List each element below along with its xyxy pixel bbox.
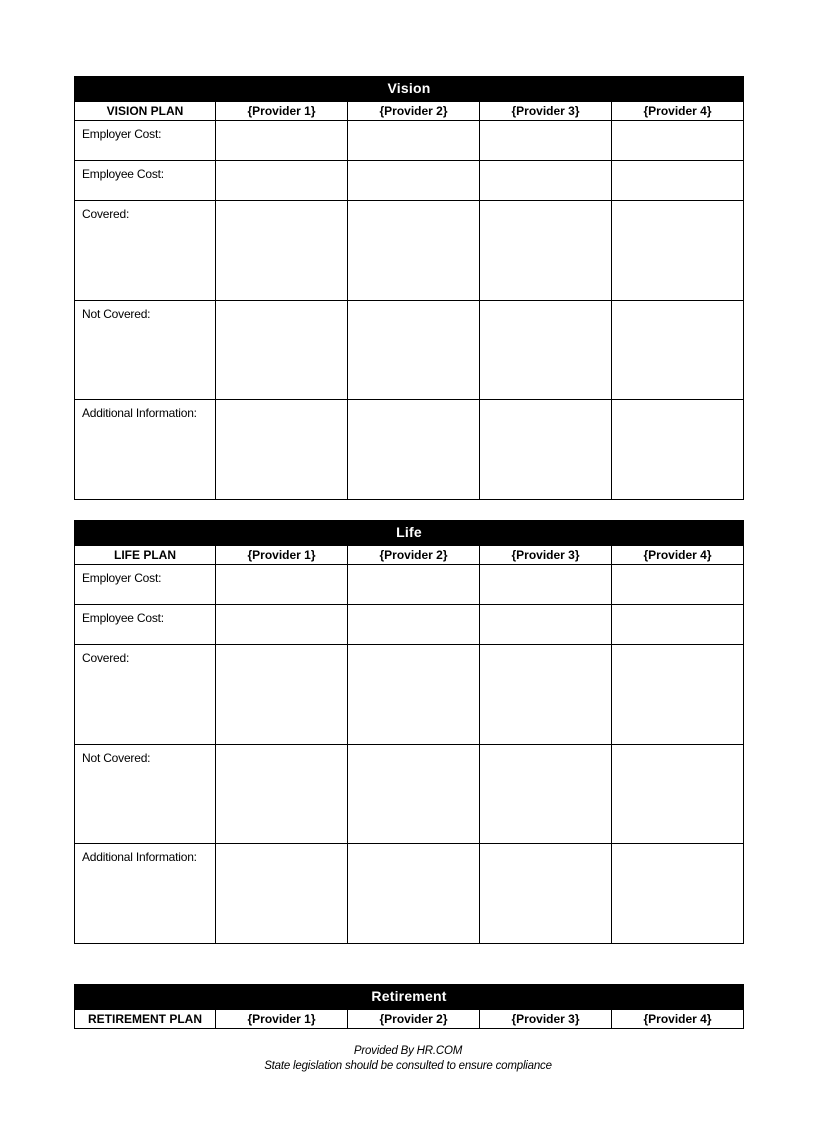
provider-header: {Provider 1} [216, 1010, 348, 1029]
plan-label: RETIREMENT PLAN [75, 1010, 216, 1029]
vision-table [74, 101, 744, 500]
row-label: Covered: [75, 645, 216, 745]
entry-cell[interactable] [348, 301, 480, 400]
entry-cell[interactable] [480, 201, 612, 301]
entry-cell[interactable] [480, 605, 612, 645]
section-title: Life [74, 520, 744, 545]
row-label: Employer Cost: [75, 565, 216, 605]
provider-header: {Provider 1} [216, 546, 348, 565]
entry-cell[interactable] [348, 745, 480, 844]
table-row [75, 161, 744, 201]
vision-section [74, 76, 744, 500]
entry-cell[interactable] [480, 645, 612, 745]
table-row [75, 645, 744, 745]
entry-cell[interactable] [216, 201, 348, 301]
retirement-table [74, 1009, 744, 1029]
provider-header: {Provider 2} [348, 1010, 480, 1029]
entry-cell[interactable] [216, 844, 348, 944]
row-label: Additional Information: [75, 844, 216, 944]
retirement-section [74, 984, 744, 1029]
table-row [75, 301, 744, 400]
table-row [75, 400, 744, 500]
life-section [74, 520, 744, 944]
entry-cell[interactable] [348, 565, 480, 605]
entry-cell[interactable] [216, 605, 348, 645]
entry-cell[interactable] [612, 301, 744, 400]
row-label: Employee Cost: [75, 161, 216, 201]
entry-cell[interactable] [348, 605, 480, 645]
page-footer [0, 1044, 816, 1074]
provider-header: {Provider 2} [348, 102, 480, 121]
table-row [75, 605, 744, 645]
table-row [75, 844, 744, 944]
entry-cell[interactable] [612, 745, 744, 844]
row-label: Not Covered: [75, 301, 216, 400]
row-label: Employee Cost: [75, 605, 216, 645]
row-label: Additional Information: [75, 400, 216, 500]
header-row [75, 546, 744, 565]
plan-label: VISION PLAN [75, 102, 216, 121]
row-label: Employer Cost: [75, 121, 216, 161]
provider-header: {Provider 4} [612, 102, 744, 121]
provider-header: {Provider 1} [216, 102, 348, 121]
provider-header: {Provider 4} [612, 1010, 744, 1029]
table-row [75, 745, 744, 844]
table-row [75, 565, 744, 605]
entry-cell[interactable] [348, 201, 480, 301]
entry-cell[interactable] [480, 301, 612, 400]
entry-cell[interactable] [612, 605, 744, 645]
provider-header: {Provider 4} [612, 546, 744, 565]
entry-cell[interactable] [216, 301, 348, 400]
provider-header: {Provider 3} [480, 1010, 612, 1029]
entry-cell[interactable] [216, 161, 348, 201]
entry-cell[interactable] [612, 400, 744, 500]
provider-header: {Provider 3} [480, 546, 612, 565]
entry-cell[interactable] [216, 745, 348, 844]
entry-cell[interactable] [612, 565, 744, 605]
section-title: Retirement [74, 984, 744, 1009]
entry-cell[interactable] [348, 121, 480, 161]
entry-cell[interactable] [612, 844, 744, 944]
entry-cell[interactable] [480, 121, 612, 161]
entry-cell[interactable] [216, 565, 348, 605]
entry-cell[interactable] [612, 201, 744, 301]
entry-cell[interactable] [480, 400, 612, 500]
entry-cell[interactable] [348, 161, 480, 201]
plan-label: LIFE PLAN [75, 546, 216, 565]
entry-cell[interactable] [216, 400, 348, 500]
entry-cell[interactable] [480, 745, 612, 844]
entry-cell[interactable] [348, 400, 480, 500]
row-label: Not Covered: [75, 745, 216, 844]
header-row [75, 102, 744, 121]
entry-cell[interactable] [216, 645, 348, 745]
footer-credit: Provided By HR.COM [353, 1045, 463, 1057]
row-label: Covered: [75, 201, 216, 301]
footer-disclaimer: State legislation should be consulted to ensure compliance [264, 1060, 552, 1072]
entry-cell[interactable] [480, 565, 612, 605]
provider-header: {Provider 3} [480, 102, 612, 121]
entry-cell[interactable] [348, 645, 480, 745]
table-row [75, 121, 744, 161]
entry-cell[interactable] [216, 121, 348, 161]
section-title: Vision [74, 76, 744, 101]
table-row [75, 201, 744, 301]
entry-cell[interactable] [480, 844, 612, 944]
provider-header: {Provider 2} [348, 546, 480, 565]
entry-cell[interactable] [480, 161, 612, 201]
entry-cell[interactable] [348, 844, 480, 944]
entry-cell[interactable] [612, 121, 744, 161]
header-row [75, 1010, 744, 1029]
life-table [74, 545, 744, 944]
entry-cell[interactable] [612, 645, 744, 745]
entry-cell[interactable] [612, 161, 744, 201]
